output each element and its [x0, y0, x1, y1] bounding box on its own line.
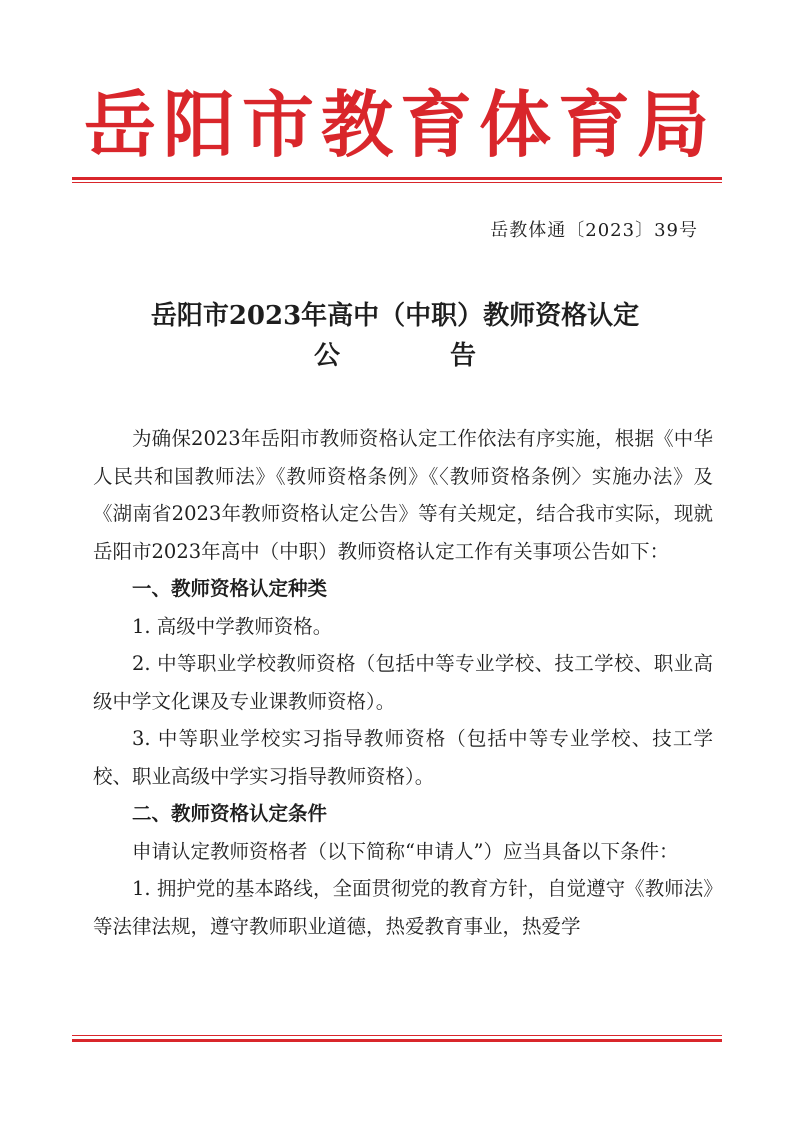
footer-red-rule: [72, 1039, 722, 1042]
footer-red-rule-thin: [72, 1035, 722, 1036]
notice-body: [93, 420, 713, 945]
notice-title: [60, 296, 730, 376]
document-number: 岳教体通〔2023〕39号: [490, 220, 698, 241]
section-1-heading: 一、教师资格认定种类: [132, 577, 328, 600]
intro-paragraph: 为确保2023年岳阳市教师资格认定工作依法有序实施，根据《中华人民共和国教师法》《教师资格条例》《〈教师资格条例〉实施办法》及《湖南省2023年教师资格认定公告》等有关规定，结合我市实际，现就岳阳市2023年高中（中职）教师资格认定工作有关事项公告如下：: [93, 427, 713, 563]
header-red-rule: [72, 177, 722, 180]
header-red-rule-thin: [72, 182, 722, 183]
masthead-title: 岳阳市教育体育局: [83, 83, 716, 167]
section-1-item-2: 2. 中等职业学校教师资格（包括中等专业学校、技工学校、职业高级中学文化课及专业课教师资格）。: [93, 652, 713, 713]
section-1-item-1: 1. 高级中学教师资格。: [132, 614, 333, 638]
section-2-item-1: 1. 拥护党的基本路线，全面贯彻党的教育方针，自觉遵守《教师法》等法律法规，遵守教师职业道德，热爱教育事业，热爱学: [93, 877, 713, 938]
section-2-intro: 申请认定教师资格者（以下简称“申请人”）应当具备以下条件：: [132, 839, 679, 863]
section-2-heading: 二、教师资格认定条件: [132, 802, 328, 825]
notice-title-line2: 公告: [313, 341, 586, 371]
section-1-item-3: 3. 中等职业学校实习指导教师资格（包括中等专业学校、技工学校、职业高级中学实习指导教师资格）。: [93, 727, 713, 788]
notice-title-line1: 岳阳市2023年高中（中职）教师资格认定: [150, 301, 640, 331]
